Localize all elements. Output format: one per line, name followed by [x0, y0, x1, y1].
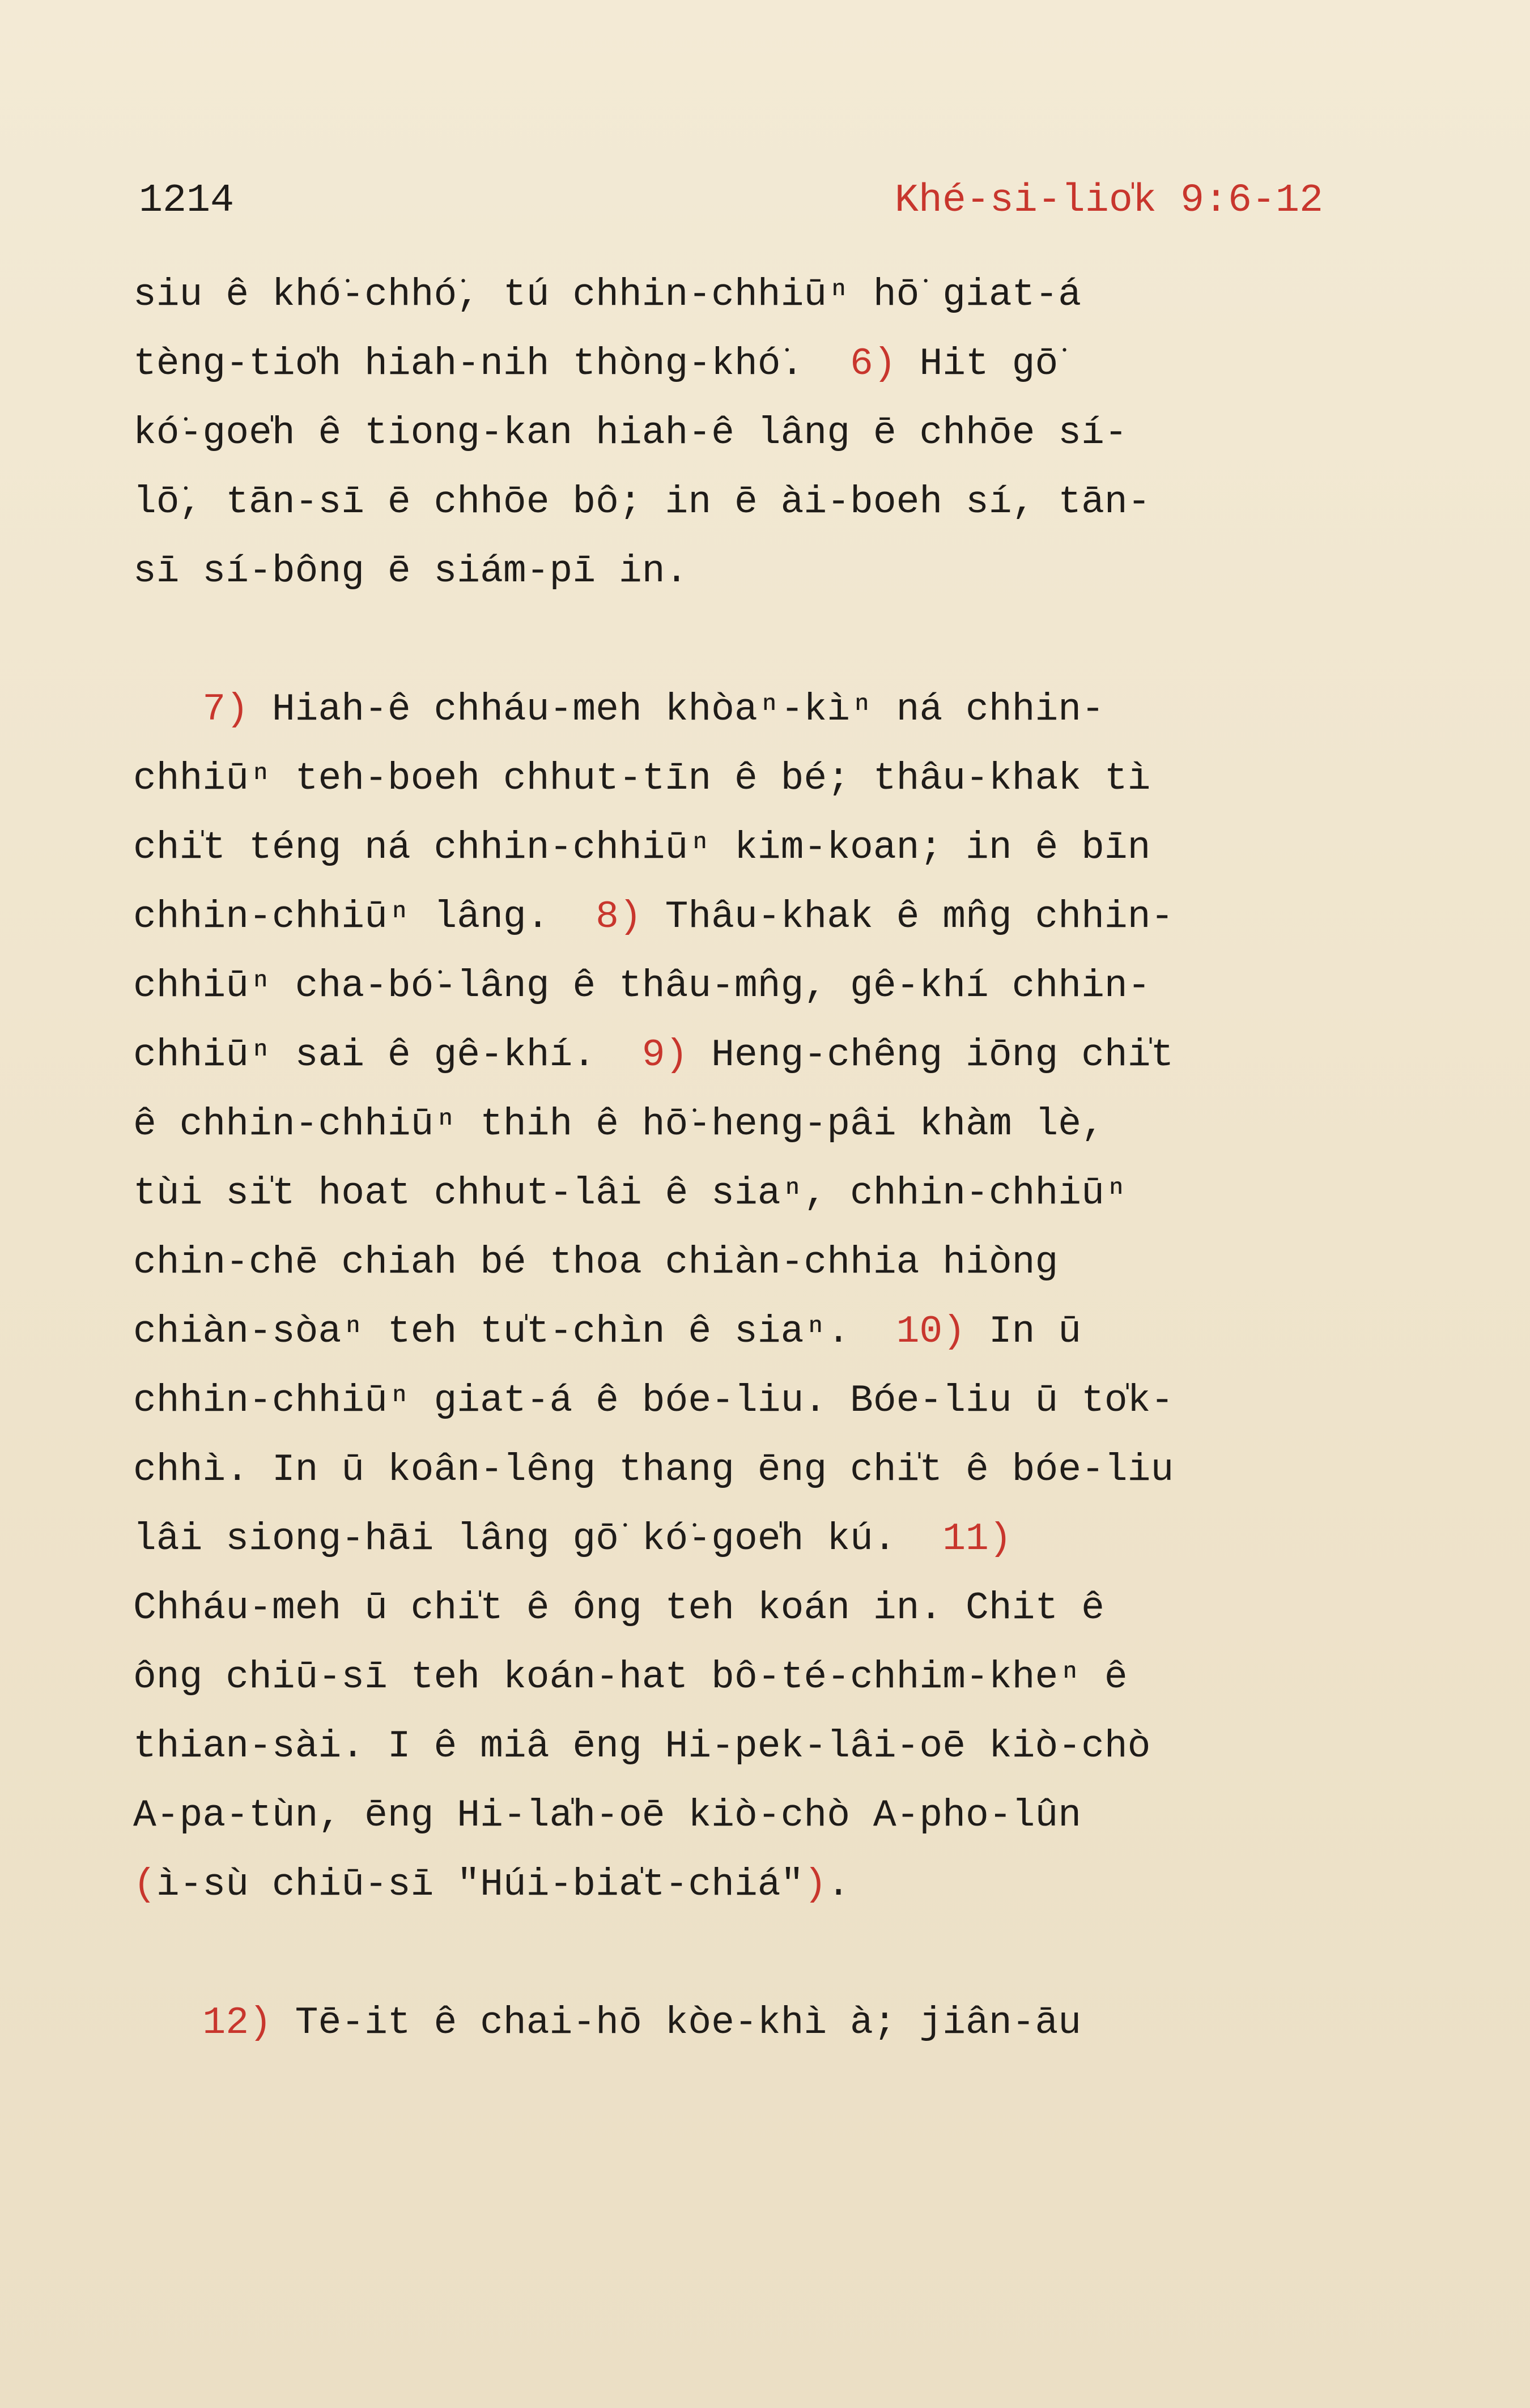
text-line: [133, 1159, 1408, 1228]
text-line: [133, 675, 1408, 744]
text-segment: tùi si̍t hoat chhut-lâi ê siaⁿ, chhin-chhiūⁿ: [133, 1172, 1128, 1215]
page-number: 1214: [139, 178, 235, 223]
text-segment: ê chhin-chhiūⁿ thih ê hō͘-heng-pâi khàm lè,: [133, 1103, 1104, 1146]
text-segment: chiàn-sòaⁿ teh tu̍t-chìn ê siaⁿ.: [133, 1310, 896, 1354]
text-segment: Hiah-ê chháu-meh khòaⁿ-kìⁿ ná chhin-: [249, 688, 1104, 731]
text-segment: Chháu-meh ū chi̍t ê ông teh koán in. Chit ê: [133, 1586, 1104, 1630]
text-line: [133, 1643, 1408, 1712]
text-line: [133, 1297, 1408, 1367]
verse-number: 12): [202, 2001, 272, 2045]
text-line: [133, 1712, 1408, 1781]
text-segment: chhiūⁿ cha-bó͘-lâng ê thâu-mn̂g, gê-khí chhin-: [133, 964, 1151, 1008]
text-segment: chhin-chhiūⁿ giat-á ê bóe-liu. Bóe-liu ū to̍k-: [133, 1379, 1174, 1423]
text-segment: siu ê khó͘-chhó͘, tú chhin-chhiūⁿ hō͘ giat-á: [133, 273, 1082, 317]
text-line: [133, 1781, 1408, 1850]
text-line: [133, 1090, 1408, 1159]
verse-number: 11): [942, 1517, 1012, 1561]
text-segment: tèng-tio̍h hiah-nih thòng-khó͘.: [133, 342, 851, 386]
page-header: [139, 170, 1323, 232]
text-segment: chhì. In ū koân-lêng thang ēng chi̍t ê bóe-liu: [133, 1448, 1174, 1492]
text-line: [133, 261, 1408, 330]
text-segment: thian-sài. I ê miâ ēng Hi-pek-lâi-oē kiò-chò: [133, 1725, 1151, 1768]
text-segment: Thâu-khak ê mn̂g chhin-: [641, 895, 1174, 939]
text-segment: ông chiū-sī teh koán-hat bô-té-chhim-kheⁿ ê: [133, 1656, 1128, 1699]
text-segment: sī sí-bông ē siám-pī in.: [133, 550, 688, 593]
verse-number: ): [804, 1863, 827, 1907]
text-line: [133, 399, 1408, 468]
text-segment: .: [827, 1863, 851, 1907]
text-segment: [133, 2001, 202, 2045]
text-line: [133, 468, 1408, 537]
verse-number: 9): [641, 1033, 688, 1077]
body-text: [133, 261, 1408, 2058]
text-segment: lō͘, tān-sī ē chhōe bô; in ē ài-boeh sí, tān-: [133, 480, 1151, 524]
text-segment: [133, 688, 202, 731]
text-line: [133, 1228, 1408, 1297]
verse-number: 10): [896, 1310, 966, 1354]
text-segment: chi̍t téng ná chhin-chhiūⁿ kim-koan; in ê bīn: [133, 826, 1151, 870]
text-line: [133, 1505, 1408, 1574]
text-segment: Heng-chêng iōng chi̍t: [688, 1033, 1174, 1077]
text-segment: lâi siong-hāi lâng gō͘ kó͘-goe̍h kú.: [133, 1517, 943, 1561]
text-line: [133, 883, 1408, 952]
verse-number: 8): [596, 895, 642, 939]
text-line: [133, 1850, 1408, 1920]
text-segment: Hit gō͘: [896, 342, 1059, 386]
text-segment: chhiūⁿ teh-boeh chhut-tīn ê bé; thâu-khak tì: [133, 757, 1151, 801]
text-segment: ì-sù chiū-sī "Húi-bia̍t-chiá": [156, 1863, 804, 1907]
text-line: [133, 537, 1408, 606]
text-segment: chin-chē chiah bé thoa chiàn-chhia hiòng: [133, 1241, 1059, 1284]
text-line: [133, 952, 1408, 1021]
paragraph-gap: [133, 606, 1408, 675]
text-segment: Tē-it ê chai-hō kòe-khì à; jiân-āu: [271, 2001, 1082, 2045]
text-line: [133, 814, 1408, 883]
text-line: [133, 1574, 1408, 1643]
verse-number: 7): [202, 688, 249, 731]
text-segment: kó͘-goe̍h ê tiong-kan hiah-ê lâng ē chhōe sí-: [133, 411, 1128, 455]
text-segment: A-pa-tùn, ēng Hi-la̍h-oē kiò-chò A-pho-lûn: [133, 1794, 1082, 1837]
verse-number: 6): [850, 342, 896, 386]
text-line: [133, 744, 1408, 814]
running-head: Khé-si-lio̍k 9:6-12: [894, 178, 1323, 223]
text-segment: In ū: [966, 1310, 1082, 1354]
paragraph-gap: [133, 1920, 1408, 1989]
text-line: [133, 1989, 1408, 2058]
text-line: [133, 1021, 1408, 1090]
text-segment: chhiūⁿ sai ê gê-khí.: [133, 1033, 642, 1077]
text-line: [133, 1367, 1408, 1436]
text-line: [133, 1436, 1408, 1505]
verse-number: (: [133, 1863, 156, 1907]
text-segment: chhin-chhiūⁿ lâng.: [133, 895, 596, 939]
text-line: [133, 330, 1408, 399]
